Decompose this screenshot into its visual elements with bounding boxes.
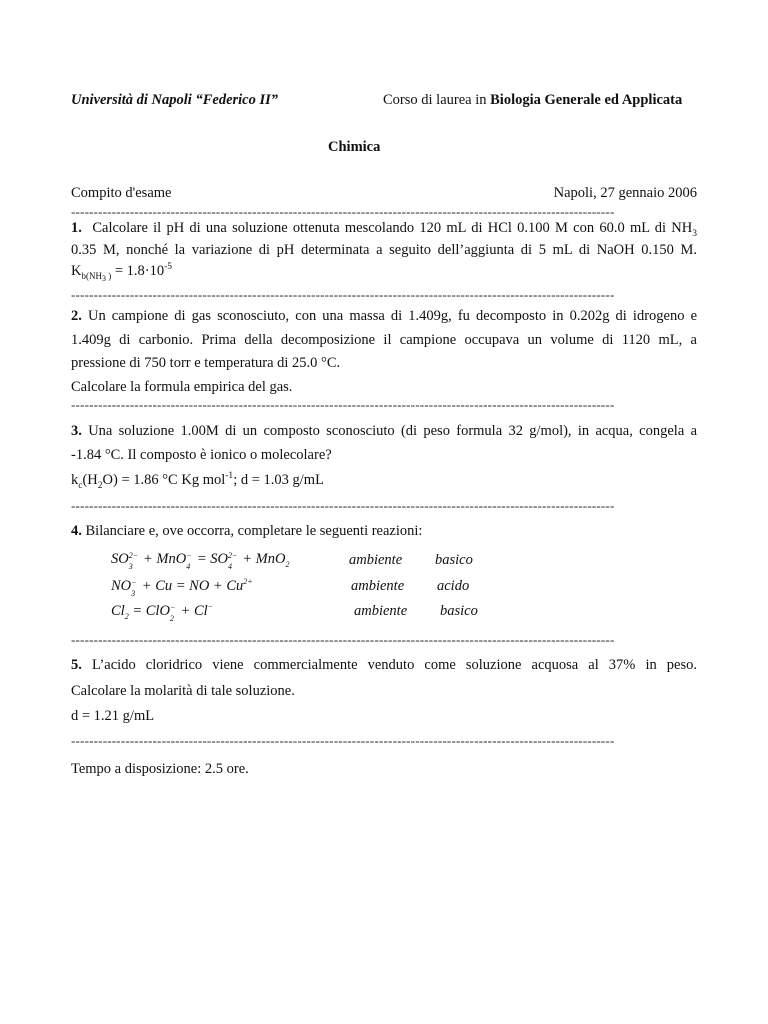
q5-text1: L’acido cloridrico viene commercialmente venduto come soluzione acquosa al 37% in peso. bbox=[91, 657, 698, 673]
reaction-3-equation: $Cl_2$ = ClO − 2 + Cl− bbox=[111, 602, 214, 623]
reaction-2-type: acido bbox=[437, 578, 470, 594]
kc-sub: c bbox=[78, 481, 83, 491]
course-prefix: Corso di laurea in bbox=[383, 92, 491, 108]
q2-line2: 1.409g di carbonio. Prima della decomposizione il campione occupava un volume di 1120 mL, a bbox=[71, 332, 697, 348]
separator: ------------------------------------------------------------------------------------------------------------------------ bbox=[71, 398, 615, 412]
q2-line4: Calcolare la formula empirica del gas. bbox=[71, 379, 293, 395]
kb-exponent: -5 bbox=[164, 262, 173, 272]
q3-line2: -1.84 °C. Il composto è ionico o molecolare? bbox=[71, 447, 332, 463]
reaction-3-env: ambiente bbox=[354, 603, 408, 619]
kb-value: = 1.8·10 bbox=[111, 263, 165, 279]
q4-number: 4. bbox=[71, 523, 82, 539]
reaction-1-type: basico bbox=[435, 552, 473, 568]
q4-intro bbox=[71, 523, 697, 540]
university-name: Università di Napoli “Federico II” bbox=[71, 92, 279, 108]
q1-line2: 0.35 M, nonché la variazione di pH determinata a seguito dell’aggiunta di 5 mL di NaOH 0.150 M. bbox=[71, 242, 697, 258]
kb-sub3: ) bbox=[105, 271, 112, 281]
reaction-1-env: ambiente bbox=[349, 552, 403, 568]
kb-k: K bbox=[71, 263, 82, 279]
q3-number: 3. bbox=[71, 423, 82, 439]
separator: ------------------------------------------------------------------------------------------------------------------------ bbox=[71, 633, 615, 647]
q1-number: 1. bbox=[71, 220, 82, 236]
kb-sub: b(NH bbox=[81, 271, 102, 281]
q3-line1 bbox=[71, 423, 697, 440]
q5-line3: d = 1.21 g/mL bbox=[71, 708, 155, 724]
q5-line2: Calcolare la molarità di tale soluzione. bbox=[71, 683, 295, 699]
separator: ------------------------------------------------------------------------------------------------------------------------ bbox=[71, 734, 615, 748]
q2-number: 2. bbox=[71, 308, 82, 324]
reaction-1-equation: SO 2− 3 + MnO − 4 = SO 2− 4 + MnO$_2$ bbox=[111, 551, 290, 571]
reaction-2-equation: NO − 3 + Cu = NO + $Cu^{2+}$ bbox=[111, 577, 253, 598]
kc-k: k bbox=[71, 472, 79, 488]
course-line bbox=[383, 92, 682, 109]
time-available: Tempo a disposizione: 2.5 ore. bbox=[71, 761, 249, 777]
q1-text1: Calcolare il pH di una soluzione ottenuta mescolando 120 mL di HCl 0.100 M con 60.0 mL di NH bbox=[92, 220, 693, 236]
q2-text1: Un campione di gas sconosciuto, con una massa di 1.409g, fu decomposto in 0.202g di idrogeno e bbox=[87, 308, 698, 324]
q4-text: Bilanciare e, ove occorra, completare le seguenti reazioni: bbox=[85, 523, 423, 539]
q1-line1 bbox=[71, 220, 697, 237]
kc-exponent: -1 bbox=[225, 471, 234, 481]
q1-kb bbox=[71, 262, 697, 283]
q1-nh3-sub: 3 bbox=[692, 229, 697, 239]
q2-line1 bbox=[71, 308, 697, 325]
separator: ------------------------------------------------------------------------------------------------------------------------ bbox=[71, 288, 615, 302]
kc-c: ; d = 1.03 g/mL bbox=[233, 472, 324, 488]
course-name: Biologia Generale ed Applicata bbox=[490, 92, 683, 108]
subject-title: Chimica bbox=[328, 139, 381, 155]
place-date: Napoli, 27 gennaio 2006 bbox=[553, 185, 697, 201]
reaction-2-env: ambiente bbox=[351, 578, 405, 594]
reaction-3-type: basico bbox=[440, 603, 478, 619]
separator: ------------------------------------------------------------------------------------------------------------------------ bbox=[71, 205, 615, 219]
q5-number: 5. bbox=[71, 657, 82, 673]
kc-b: O) = 1.86 °C Kg mol bbox=[102, 472, 226, 488]
q5-line1 bbox=[71, 657, 697, 674]
q3-kc bbox=[71, 472, 697, 489]
q3-text1: Una soluzione 1.00M di un composto sconosciuto (di peso formula 32 g/mol), in acqua, congela a bbox=[88, 423, 698, 439]
kc-h2-sub: 2 bbox=[97, 481, 103, 491]
exam-label: Compito d'esame bbox=[71, 185, 172, 201]
q2-line3: pressione di 750 torr e temperatura di 25.0 °C. bbox=[71, 355, 341, 371]
kc-a: (H bbox=[82, 472, 98, 488]
kb-sub2: 3 bbox=[101, 274, 106, 283]
separator: ------------------------------------------------------------------------------------------------------------------------ bbox=[71, 499, 615, 513]
